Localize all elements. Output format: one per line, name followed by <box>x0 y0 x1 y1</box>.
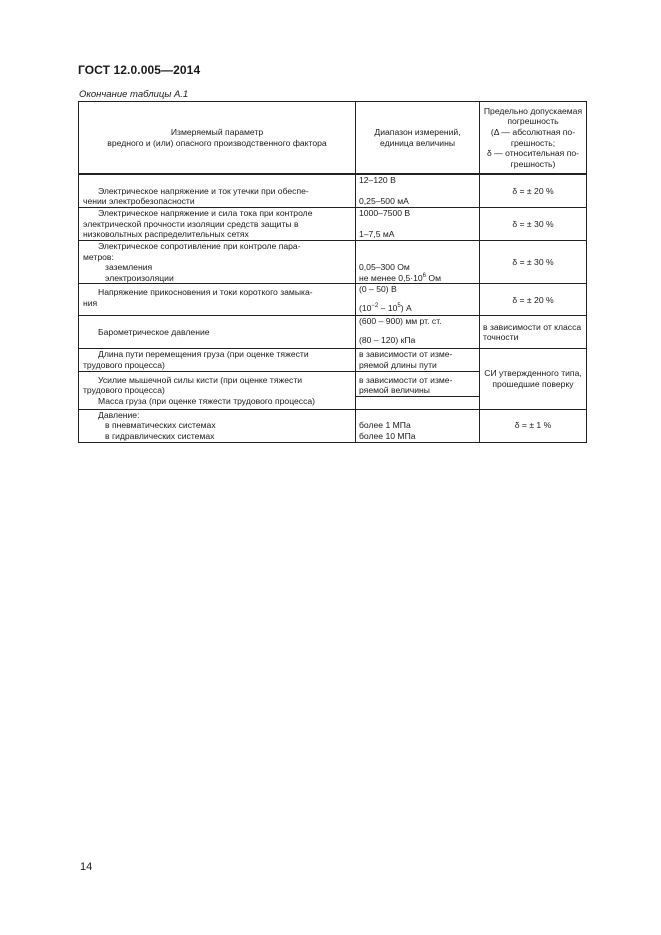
error-cell: δ = ± 30 % <box>480 208 587 241</box>
range-text-part: Ом <box>426 272 441 283</box>
table-row <box>79 241 587 284</box>
table-row <box>79 409 587 442</box>
parameter-cell <box>79 396 356 409</box>
error-cell: δ = ± 30 % <box>480 241 587 284</box>
range-text: 0,25–500 мА <box>359 196 409 207</box>
error-cell: δ = ± 20 % <box>480 284 587 316</box>
table-row <box>79 349 587 371</box>
parameter-text: Электрическое сопротивление при контроле пара- <box>98 241 301 251</box>
column-header-error-line: грешность; <box>510 137 556 148</box>
range-text: (0 – 50) В <box>359 284 397 295</box>
range-text: 1000–7500 В <box>359 208 411 218</box>
range-cell <box>356 174 480 208</box>
parameter-text: Электрическое напряжение и ток утечки при обеспе- <box>98 185 309 196</box>
column-header-range-line2: единица величины <box>379 137 456 148</box>
range-exponent: −2 <box>371 303 379 310</box>
parameter-cell <box>79 409 356 442</box>
error-cell: δ = ± 1 % <box>480 409 587 442</box>
parameter-text: Длина пути перемещения груза (при оценке тяжести <box>98 349 309 360</box>
column-header-parameter-line1: Измеряемый параметр <box>170 126 264 137</box>
range-text-part: (10 <box>359 302 372 313</box>
range-text <box>359 303 476 314</box>
parameter-text: Давление: <box>98 409 140 420</box>
range-exponent: 6 <box>422 272 427 279</box>
parameter-text: Усилие мышечной силы кисти (при оценке тяжести <box>98 374 303 385</box>
range-text <box>359 273 476 284</box>
range-cell <box>356 396 480 409</box>
parameter-text: ния <box>83 297 98 308</box>
range-text: более 1 МПа <box>359 420 411 431</box>
measurement-table <box>78 101 587 443</box>
range-text: более 10 МПа <box>359 430 416 441</box>
parameter-subitem: в пневматических системах <box>105 420 216 431</box>
range-text: в зависимости от изме- <box>359 349 453 360</box>
range-text: 0,05–300 Ом <box>359 262 410 273</box>
parameter-text: метров: <box>83 251 114 262</box>
error-cell: δ = ± 20 % <box>480 174 587 208</box>
range-text-part: ) А <box>400 302 412 313</box>
range-cell <box>356 284 480 316</box>
range-cell <box>356 371 480 396</box>
parameter-cell <box>79 241 356 284</box>
parameter-cell <box>79 208 356 241</box>
column-header-error-line: δ — относительная по- <box>487 148 579 159</box>
parameter-text: Масса груза (при оценке тяжести трудового процесса) <box>98 396 316 407</box>
parameter-text: трудового процесса) <box>83 385 165 396</box>
range-text: 12–120 В <box>359 175 396 185</box>
table-row <box>79 284 587 316</box>
table-row <box>79 208 587 241</box>
table-header-row <box>79 102 587 175</box>
parameter-text: трудового процесса) <box>83 359 165 370</box>
range-cell <box>356 349 480 371</box>
column-header-range-line1: Диапазон измерений, <box>374 126 461 137</box>
error-text: в зависимости от класса точности <box>483 321 582 343</box>
parameter-cell <box>79 371 356 396</box>
range-text: в зависимости от изме- <box>359 374 453 385</box>
range-exponent: 5 <box>397 303 401 310</box>
parameter-text: Барометрическое давление <box>98 327 210 338</box>
parameter-cell <box>79 284 356 316</box>
range-cell <box>356 409 480 442</box>
document-header: ГОСТ 12.0.005—2014 <box>78 63 201 77</box>
column-header-error-line: (Δ — абсолютная по- <box>490 126 576 137</box>
parameter-subitem: в гидравлических системах <box>105 430 215 441</box>
range-text: ряемой величины <box>359 385 430 396</box>
column-header-error <box>480 102 587 175</box>
parameter-text: Электрическое напряжение и сила тока при контроле <box>98 208 313 218</box>
range-cell <box>356 241 480 284</box>
page-number: 14 <box>80 861 93 873</box>
parameter-subitem: заземления <box>105 262 153 273</box>
table-row <box>79 316 587 349</box>
error-text: СИ утвержденного типа, прошедшие поверку <box>484 368 582 390</box>
range-text-part: не менее 0,5·10 <box>359 272 423 283</box>
measurement-table-container <box>78 101 586 443</box>
range-text: 1–7,5 мА <box>359 229 395 240</box>
column-header-parameter-line2: вредного и (или) опасного производственного фактора <box>107 137 327 148</box>
error-cell <box>480 316 587 349</box>
range-text: (600 – 900) мм рт. ст. <box>359 316 442 327</box>
range-cell <box>356 316 480 349</box>
column-header-error-line: Предельно допускаемая <box>483 105 583 116</box>
table-row <box>79 174 587 208</box>
parameter-subitem: электроизоляции <box>105 272 174 283</box>
parameter-cell <box>79 174 356 208</box>
range-text: ряемой длины пути <box>359 359 437 370</box>
column-header-range <box>356 102 480 175</box>
column-header-parameter <box>79 102 356 175</box>
parameter-text: чении электробезопасности <box>83 196 195 207</box>
range-text: (80 – 120) кПа <box>359 334 416 345</box>
parameter-text: низковольтных распределительных сетях <box>83 229 249 240</box>
table-caption: Окончание таблицы А.1 <box>79 89 189 100</box>
range-text-part: – 10 <box>378 302 398 313</box>
error-cell-shared <box>480 349 587 409</box>
parameter-cell <box>79 349 356 371</box>
column-header-error-line: грешность) <box>510 158 556 169</box>
parameter-cell <box>79 316 356 349</box>
range-cell <box>356 208 480 241</box>
column-header-error-line: погрешность <box>507 116 559 127</box>
parameter-text: Напряжение прикосновения и токи короткого замыка- <box>98 287 313 298</box>
parameter-text: электрической прочности изоляции средств защиты в <box>83 218 299 229</box>
